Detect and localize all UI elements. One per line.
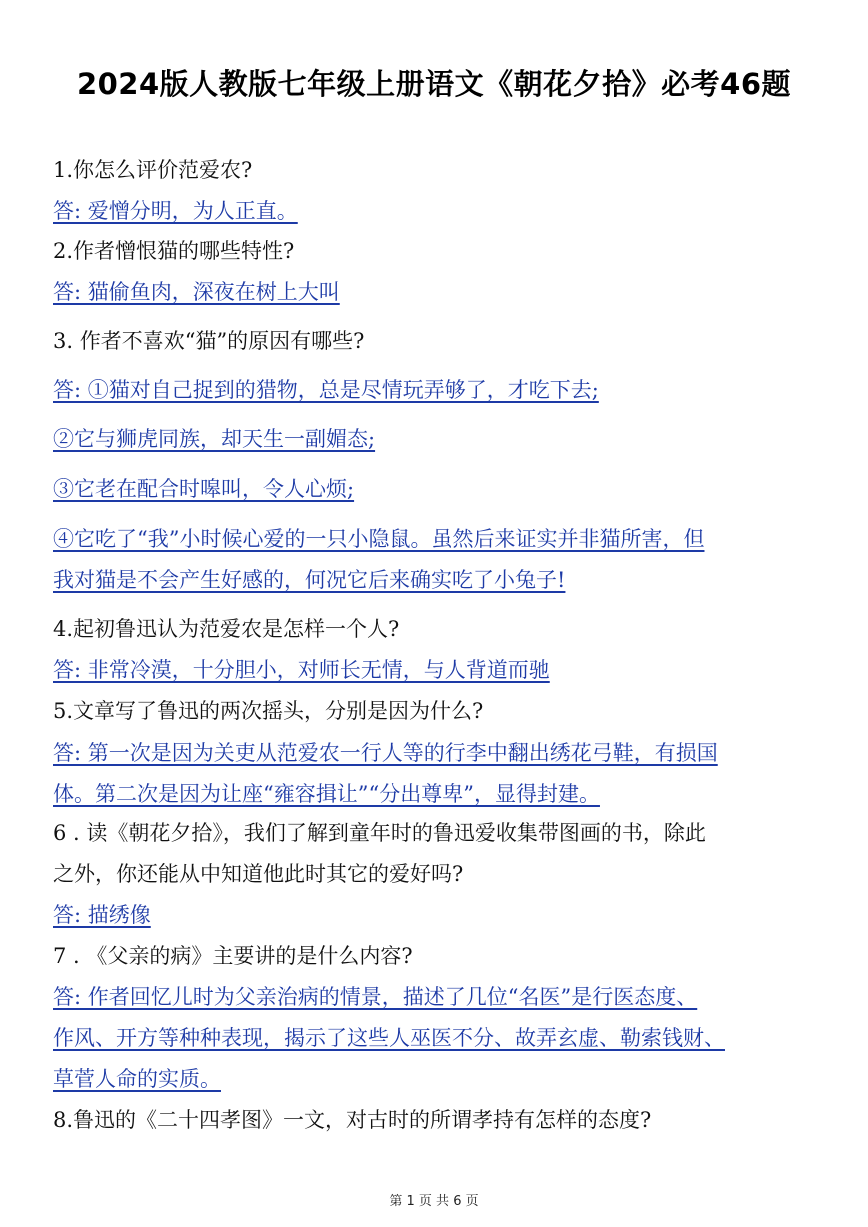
question-2: 2.作者憎恨猫的哪些特性? (53, 239, 295, 263)
page-title: 2024版人教版七年级上册语文《朝花夕拾》必考46题 (76, 67, 792, 101)
answer-3-line-2: ②它与狮虎同族，却天生一副媚态; (53, 427, 376, 451)
question-5: 5.文章写了鲁迅的两次摇头，分别是因为什么? (53, 699, 484, 723)
answer-3-line-5: 我对猫是不会产生好感的，何况它后来确实吃了小兔子! (53, 568, 566, 592)
answer-6: 答: 描绣像 (53, 903, 151, 927)
question-1: 1.你怎么评价范爱农? (53, 158, 253, 182)
question-7: 7 . 《父亲的病》主要讲的是什么内容? (53, 944, 413, 968)
answer-3-line-4: ④它吃了“我”小时候心爱的一只小隐鼠。虽然后来证实并非猫所害，但 (53, 527, 705, 551)
answer-5-line-1: 答: 第一次是因为关吏从范爱农一行人等的行李中翻出绣花弓鞋，有损国 (53, 741, 718, 765)
answer-3-line-1: 答: ①猫对自己捉到的猎物，总是尽情玩弄够了，才吃下去; (53, 378, 599, 402)
answer-3-line-3: ③它老在配合时嗥叫，令人心烦; (53, 477, 355, 501)
answer-4: 答: 非常冷漠，十分胆小，对师长无情，与人背道而驰 (53, 658, 550, 682)
answer-7-line-3: 草菅人命的实质。 (53, 1067, 221, 1091)
answer-7-line-2: 作风、开方等种种表现，揭示了这些人巫医不分、故弄玄虚、勒索钱财、 (53, 1026, 725, 1050)
answer-1: 答: 爱憎分明，为人正直。 (53, 199, 298, 223)
answer-2: 答: 猫偷鱼肉，深夜在树上大叫 (53, 280, 340, 304)
answer-5-line-2: 体。第二次是因为让座“雍容揖让”“分出尊卑”，显得封建。 (53, 782, 600, 806)
question-3: 3. 作者不喜欢“猫”的原因有哪些? (53, 329, 365, 353)
page-number-footer: 第 1 页 共 6 页 (389, 1194, 479, 1209)
question-6-line-1: 6 . 读《朝花夕拾》，我们了解到童年时的鲁迅爱收集带图画的书，除此 (53, 821, 706, 845)
answer-7-line-1: 答: 作者回忆儿时为父亲治病的情景，描述了几位“名医”是行医态度、 (53, 985, 698, 1009)
question-4: 4.起初鲁迅认为范爱农是怎样一个人? (53, 617, 400, 641)
question-6-line-2: 之外，你还能从中知道他此时其它的爱好吗? (53, 862, 464, 886)
question-8: 8.鲁迅的《二十四孝图》一文，对古时的所谓孝持有怎样的态度? (53, 1108, 652, 1132)
